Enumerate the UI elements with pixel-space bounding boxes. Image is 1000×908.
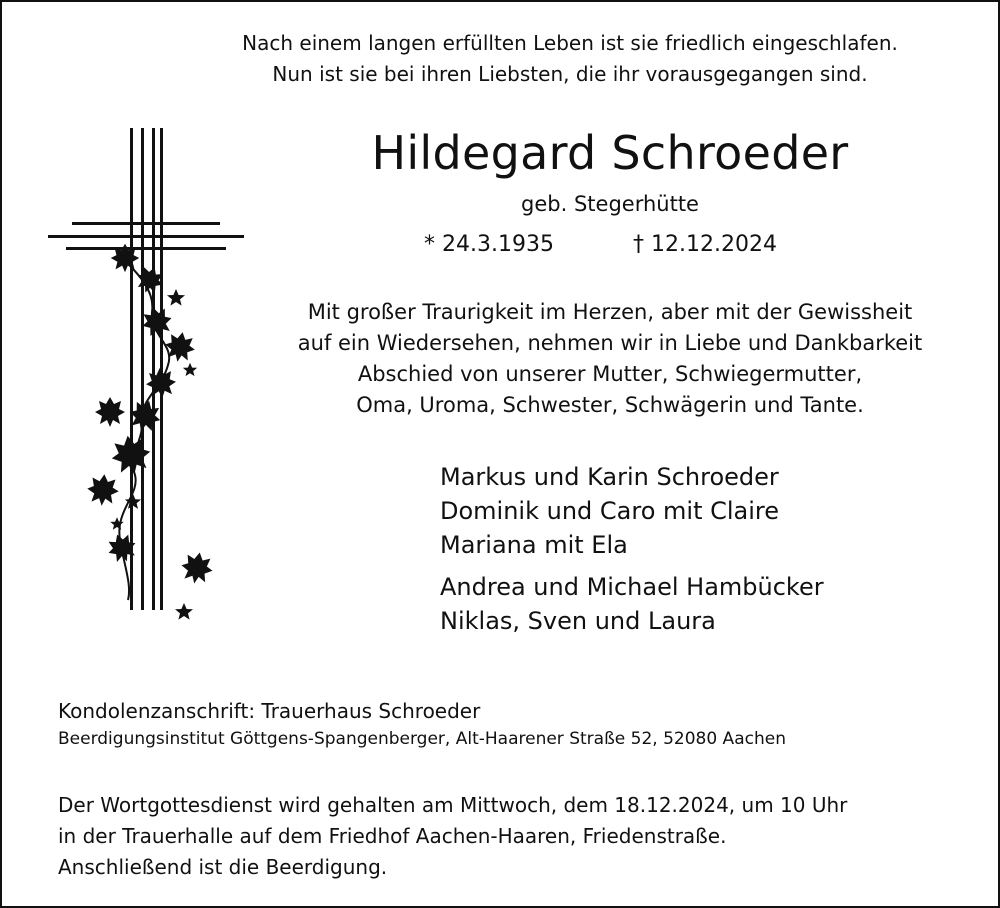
service-line: Anschließend ist die Beerdigung. xyxy=(58,855,388,879)
intro-text xyxy=(150,28,990,90)
message-line: Mit großer Traurigkeit im Herzen, aber mit der Gewissheit xyxy=(307,300,913,324)
family-member: Niklas, Sven und Laura xyxy=(440,607,716,635)
service-line: Der Wortgottesdienst wird gehalten am Mittwoch, dem 18.12.2024, um 10 Uhr xyxy=(58,793,848,817)
family-member: Dominik und Caro mit Claire xyxy=(440,497,780,525)
condolence-heading: Kondolenzanschrift: Trauerhaus Schroeder xyxy=(58,699,481,723)
deceased-name: Hildegard Schroeder xyxy=(371,126,849,180)
service-line: in der Trauerhalle auf dem Friedhof Aachen-Haaren, Friedenstraße. xyxy=(58,824,727,848)
birth-name: geb. Stegerhütte xyxy=(521,192,699,216)
family-member: Mariana mit Ela xyxy=(440,531,628,559)
family-list xyxy=(440,460,980,638)
condolence-address xyxy=(58,697,978,753)
life-dates xyxy=(300,228,920,262)
family-member: Andrea und Michael Hambücker xyxy=(440,573,824,601)
intro-line: Nun ist sie bei ihren Liebsten, die ihr vorausgegangen sind. xyxy=(272,62,868,86)
family-group-1 xyxy=(440,460,980,562)
message-line: Oma, Uroma, Schwester, Schwägerin und Tante. xyxy=(356,393,864,417)
message-line: auf ein Wiedersehen, nehmen wir in Liebe und Dankbarkeit xyxy=(297,331,923,355)
message-line: Abschied von unserer Mutter, Schwiegermutter, xyxy=(357,362,863,386)
intro-line: Nach einem langen erfüllten Leben ist sie friedlich eingeschlafen. xyxy=(242,31,898,55)
farewell-message xyxy=(230,297,990,421)
death-date: † 12.12.2024 xyxy=(633,232,777,257)
family-member: Markus und Karin Schroeder xyxy=(440,463,779,491)
family-group-2 xyxy=(440,570,980,638)
birth-date: * 24.3.1935 xyxy=(424,232,554,257)
funeral-home-address: Beerdigungsinstitut Göttgens-Spangenberger, Alt-Haarener Straße 52, 52080 Aachen xyxy=(58,729,786,749)
service-info xyxy=(58,790,988,883)
